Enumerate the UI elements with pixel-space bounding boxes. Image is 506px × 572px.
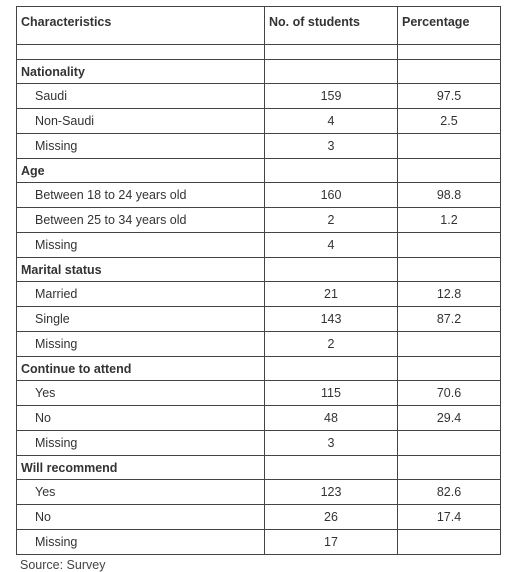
percentage-value <box>398 431 501 456</box>
section-row <box>17 159 501 183</box>
percentage-value: 87.2 <box>398 307 501 332</box>
student-count: 4 <box>265 109 398 134</box>
student-count: 115 <box>265 381 398 406</box>
row-label: No <box>17 505 265 530</box>
row-label: Between 25 to 34 years old <box>17 208 265 233</box>
section-title: Nationality <box>17 60 265 84</box>
table-row <box>17 183 501 208</box>
row-label: Yes <box>17 381 265 406</box>
percentage-value: 12.8 <box>398 282 501 307</box>
header-row <box>17 7 501 45</box>
empty-cell <box>265 159 398 183</box>
percentage-value <box>398 233 501 258</box>
table-row <box>17 480 501 505</box>
row-label: Missing <box>17 233 265 258</box>
empty-cell <box>265 456 398 480</box>
empty-cell <box>398 357 501 381</box>
table-row <box>17 282 501 307</box>
empty-cell <box>265 45 398 60</box>
percentage-value: 1.2 <box>398 208 501 233</box>
row-label: Yes <box>17 480 265 505</box>
spacer-row <box>17 45 501 60</box>
section-row <box>17 60 501 84</box>
row-label: Between 18 to 24 years old <box>17 183 265 208</box>
section-title: Marital status <box>17 258 265 282</box>
section-title: Age <box>17 159 265 183</box>
student-count: 159 <box>265 84 398 109</box>
student-count: 26 <box>265 505 398 530</box>
table-row <box>17 381 501 406</box>
percentage-value <box>398 332 501 357</box>
table-row <box>17 332 501 357</box>
row-label: Missing <box>17 134 265 159</box>
empty-cell <box>398 45 501 60</box>
section-row <box>17 456 501 480</box>
student-count: 123 <box>265 480 398 505</box>
table-row <box>17 505 501 530</box>
table-row <box>17 134 501 159</box>
row-label: Married <box>17 282 265 307</box>
empty-cell <box>265 357 398 381</box>
empty-cell <box>398 456 501 480</box>
header-characteristics: Characteristics <box>17 7 265 45</box>
percentage-value: 98.8 <box>398 183 501 208</box>
table-row <box>17 208 501 233</box>
student-count: 48 <box>265 406 398 431</box>
student-count: 2 <box>265 208 398 233</box>
empty-cell <box>17 45 265 60</box>
table-row <box>17 84 501 109</box>
percentage-value <box>398 134 501 159</box>
empty-cell <box>398 159 501 183</box>
student-count: 3 <box>265 431 398 456</box>
table-row <box>17 307 501 332</box>
table-row <box>17 109 501 134</box>
empty-cell <box>398 60 501 84</box>
section-row <box>17 258 501 282</box>
table-row <box>17 431 501 456</box>
header-no-of-students: No. of students <box>265 7 398 45</box>
student-count: 21 <box>265 282 398 307</box>
percentage-value: 29.4 <box>398 406 501 431</box>
student-count: 17 <box>265 530 398 555</box>
percentage-value: 97.5 <box>398 84 501 109</box>
row-label: Missing <box>17 332 265 357</box>
empty-cell <box>265 258 398 282</box>
student-count: 160 <box>265 183 398 208</box>
percentage-value: 2.5 <box>398 109 501 134</box>
student-count: 143 <box>265 307 398 332</box>
header-percentage: Percentage <box>398 7 501 45</box>
table-body <box>17 45 501 555</box>
row-label: Missing <box>17 530 265 555</box>
table-row <box>17 530 501 555</box>
row-label: Missing <box>17 431 265 456</box>
student-count: 3 <box>265 134 398 159</box>
student-characteristics-table <box>16 6 501 555</box>
student-count: 2 <box>265 332 398 357</box>
row-label: Saudi <box>17 84 265 109</box>
empty-cell <box>398 258 501 282</box>
row-label: Non-Saudi <box>17 109 265 134</box>
empty-cell <box>265 60 398 84</box>
row-label: No <box>17 406 265 431</box>
table-row <box>17 233 501 258</box>
student-count: 4 <box>265 233 398 258</box>
table-row <box>17 406 501 431</box>
percentage-value <box>398 530 501 555</box>
row-label: Single <box>17 307 265 332</box>
section-title: Continue to attend <box>17 357 265 381</box>
source-note: Source: Survey <box>20 558 106 572</box>
percentage-value: 17.4 <box>398 505 501 530</box>
section-row <box>17 357 501 381</box>
section-title: Will recommend <box>17 456 265 480</box>
percentage-value: 70.6 <box>398 381 501 406</box>
percentage-value: 82.6 <box>398 480 501 505</box>
